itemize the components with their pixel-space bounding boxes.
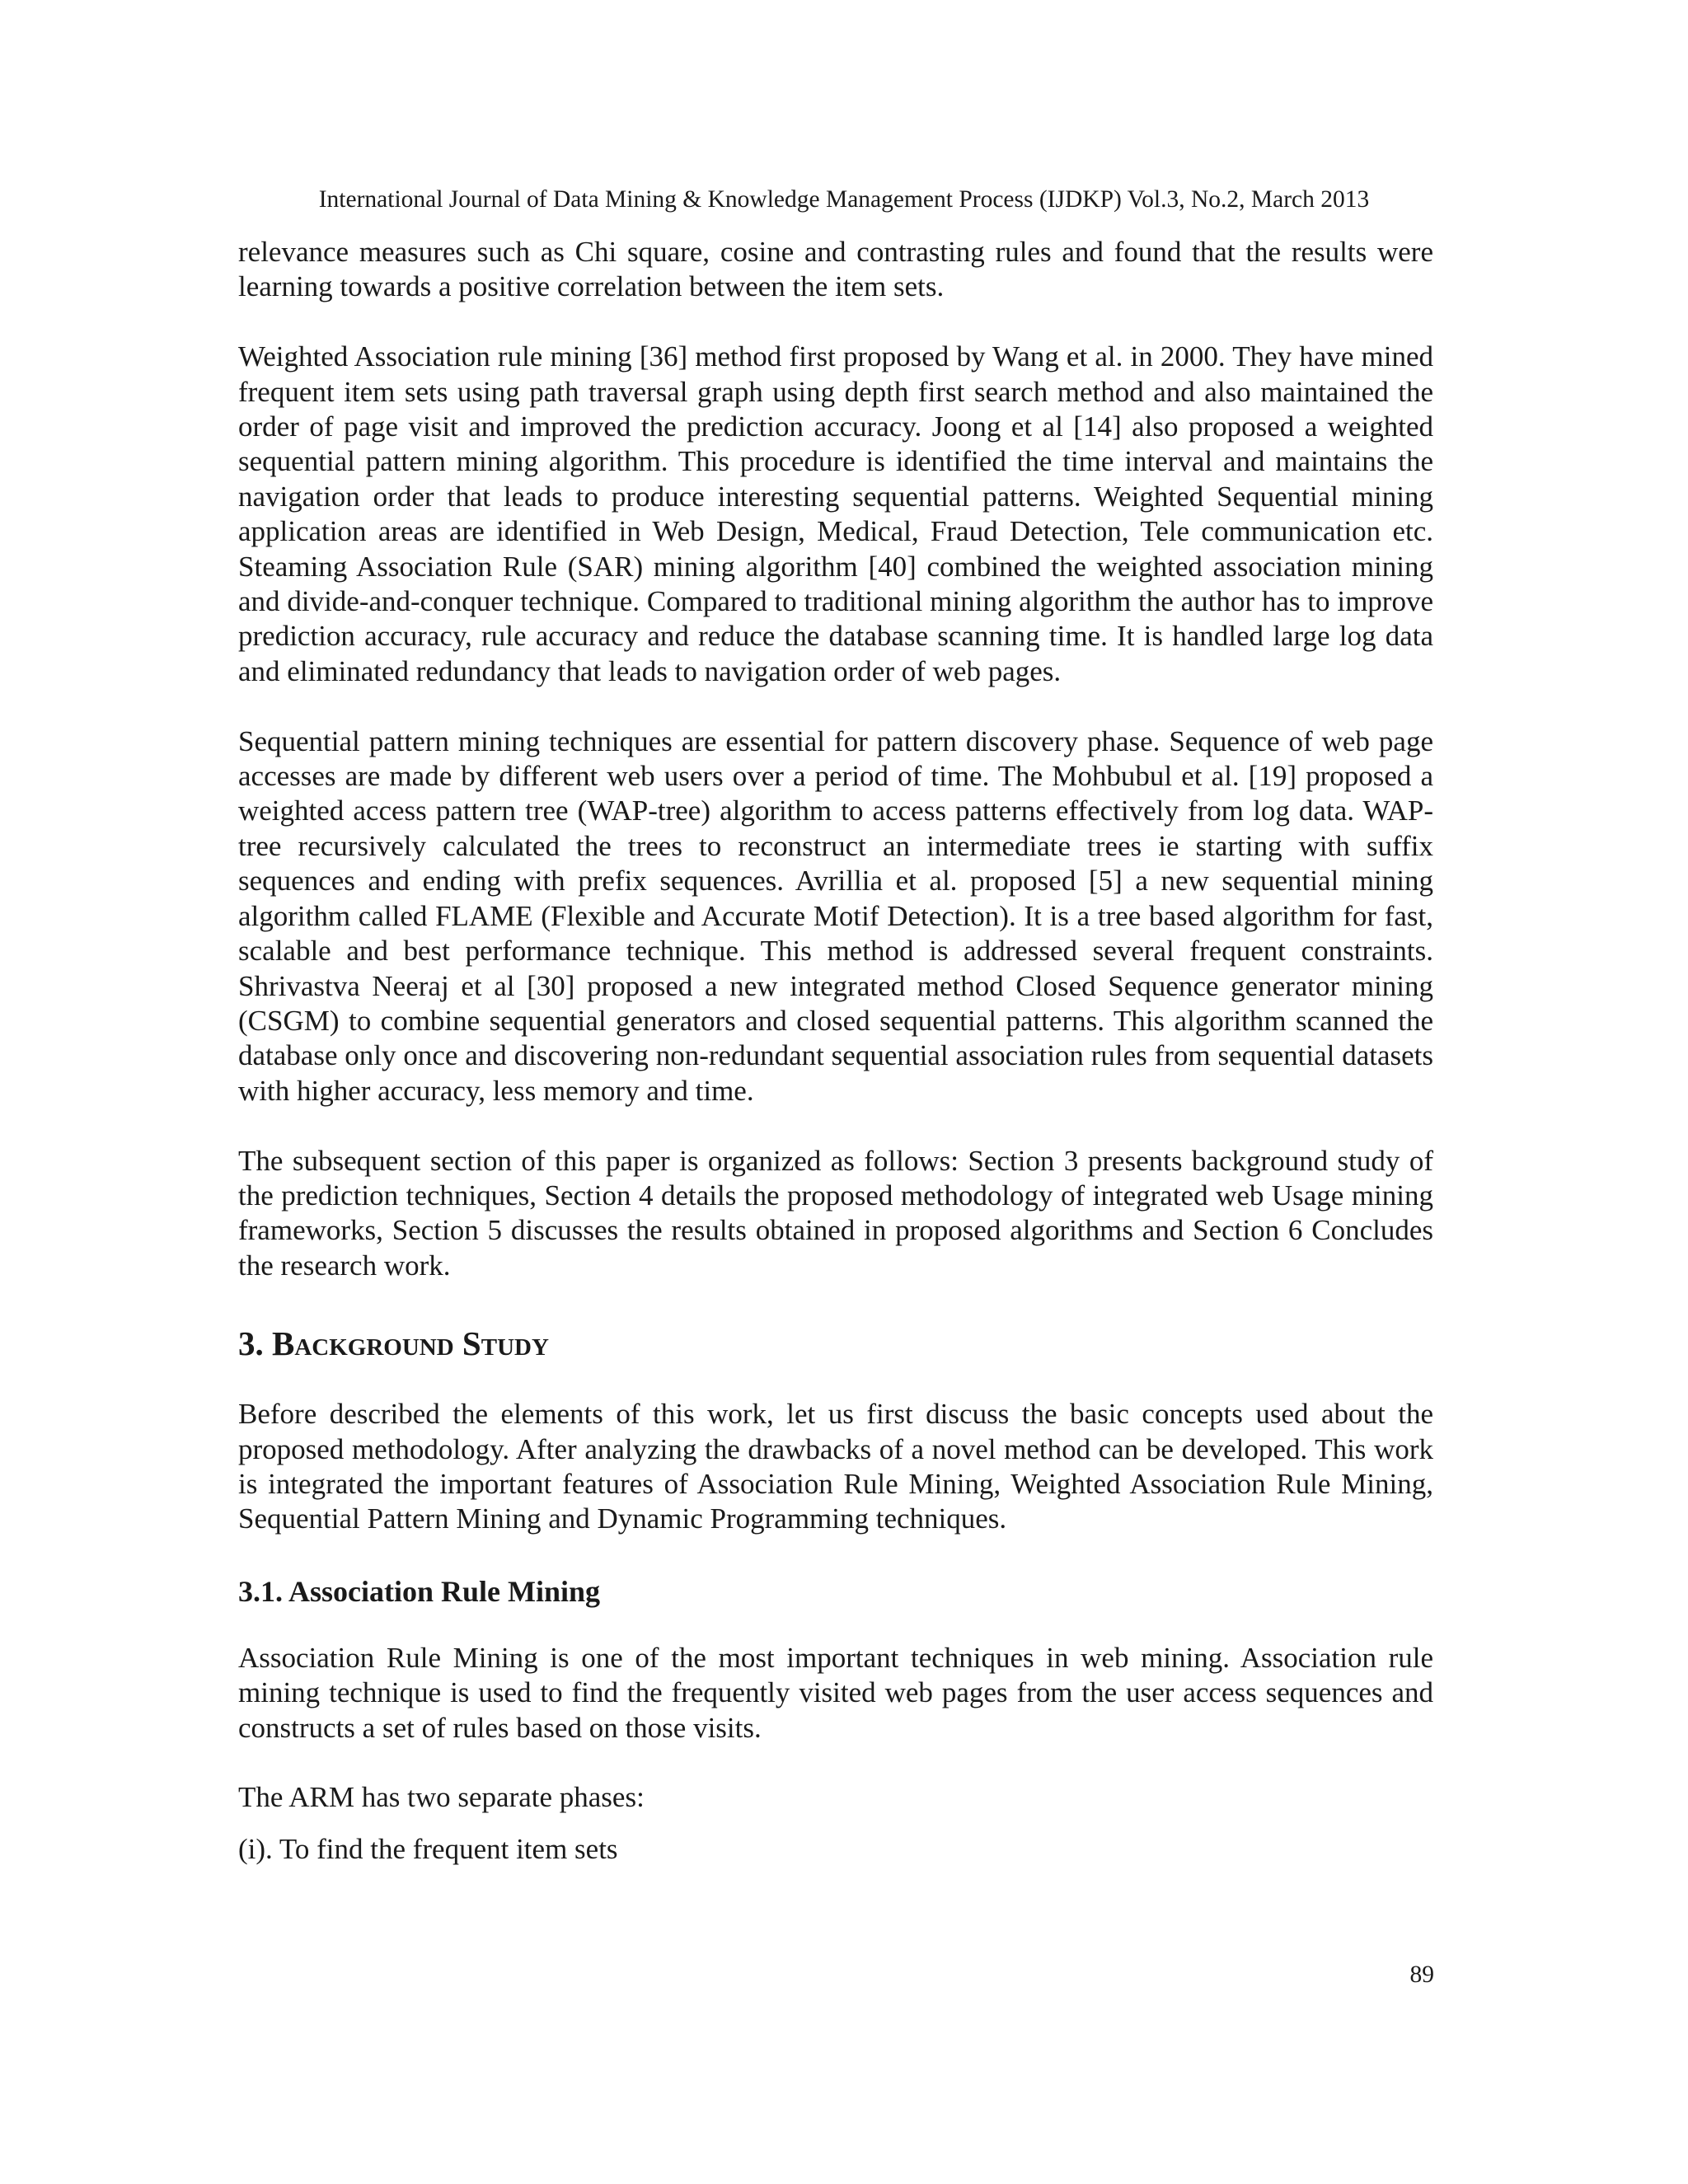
paragraph-sequential-pattern: Sequential pattern mining techniques are essential for pattern discovery phase. Sequence of web page accesses are made by different web users over a period of time. The Mohbubul et al. [19] proposed a weighted access pattern tree (WAP-tree) algorithm to access patterns effectively from log data. WAP-tree recursively calculated the trees to reconstruct an intermediate trees ie starting with suffix sequences and ending with prefix sequences. Avrillia et al. proposed [5] a new sequential mining algorithm called FLAME (Flexible and Accurate Motif Detection). It is a tree based algorithm for fast, scalable and best performance technique. This method is addressed several frequent constraints. Shrivastva Neeraj et al [30] proposed a new integrated method Closed Sequence generator mining (CSGM) to combine sequential generators and closed sequential patterns. This algorithm scanned the database only once and discovering non-redundant sequential association rules from sequential datasets with higher accuracy, less memory and time. [238,724,1433,1107]
paragraph-background-intro: Before described the elements of this work, let us first discuss the basic concepts used about the proposed methodology. After analyzing the drawbacks of a novel method can be developed. This work is integrated the important features of Association Rule Mining, Weighted Association Rule Mining, Sequential Pattern Mining and Dynamic Programming techniques. [238,1398,1433,1535]
body-column [238,235,1433,1867]
list-item-phase-1: (i). To find the frequent item sets [238,1832,618,1865]
paragraph-weighted-association: Weighted Association rule mining [36] method first proposed by Wang et al. in 2000. They have mined frequent item sets using path traversal graph using depth first search method and also maintained the order of page visit and improved the prediction accuracy. Joong et al [14] also proposed a weighted sequential pattern mining algorithm. This procedure is identified the time interval and maintains the navigation order that leads to produce interesting sequential patterns. Weighted Sequential mining application areas are identified in Web Design, Medical, Fraud Detection, Tele communication etc. Steaming Association Rule (SAR) mining algorithm [40] combined the weighted association mining and divide-and-conquer technique. Compared to traditional mining algorithm the author has to improve prediction accuracy, rule accuracy and reduce the database scanning time. It is handled large log data and eliminated redundancy that leads to navigation order of web pages. [238,340,1433,687]
paragraph-arm-phases: The ARM has two separate phases: [238,1781,645,1814]
subsection-heading-association-rule-mining: 3.1. Association Rule Mining [238,1574,601,1608]
section-heading-background-study: 3. Background Study [238,1324,549,1363]
paragraph-association-rule-mining: Association Rule Mining is one of the most important techniques in web mining. Association rule mining technique is used to find the frequently visited web pages from the user access sequences and constructs a set of rules based on those visits. [238,1641,1433,1744]
paragraph-paper-organization: The subsequent section of this paper is organized as follows: Section 3 presents background study of the prediction techniques, Section 4 details the proposed methodology of integrated web Usage mining frameworks, Section 5 discusses the results obtained in proposed algorithms and Section 6 Concludes the research work. [238,1144,1433,1282]
paragraph-continuation: relevance measures such as Chi square, cosine and contrasting rules and found that the results were learning towards a positive correlation between the item sets. [238,236,1433,303]
running-header: International Journal of Data Mining & Knowledge Management Process (IJDKP) Vol.3, No.2, March 2013 [318,186,1370,213]
page-number: 89 [1409,1961,1434,1988]
